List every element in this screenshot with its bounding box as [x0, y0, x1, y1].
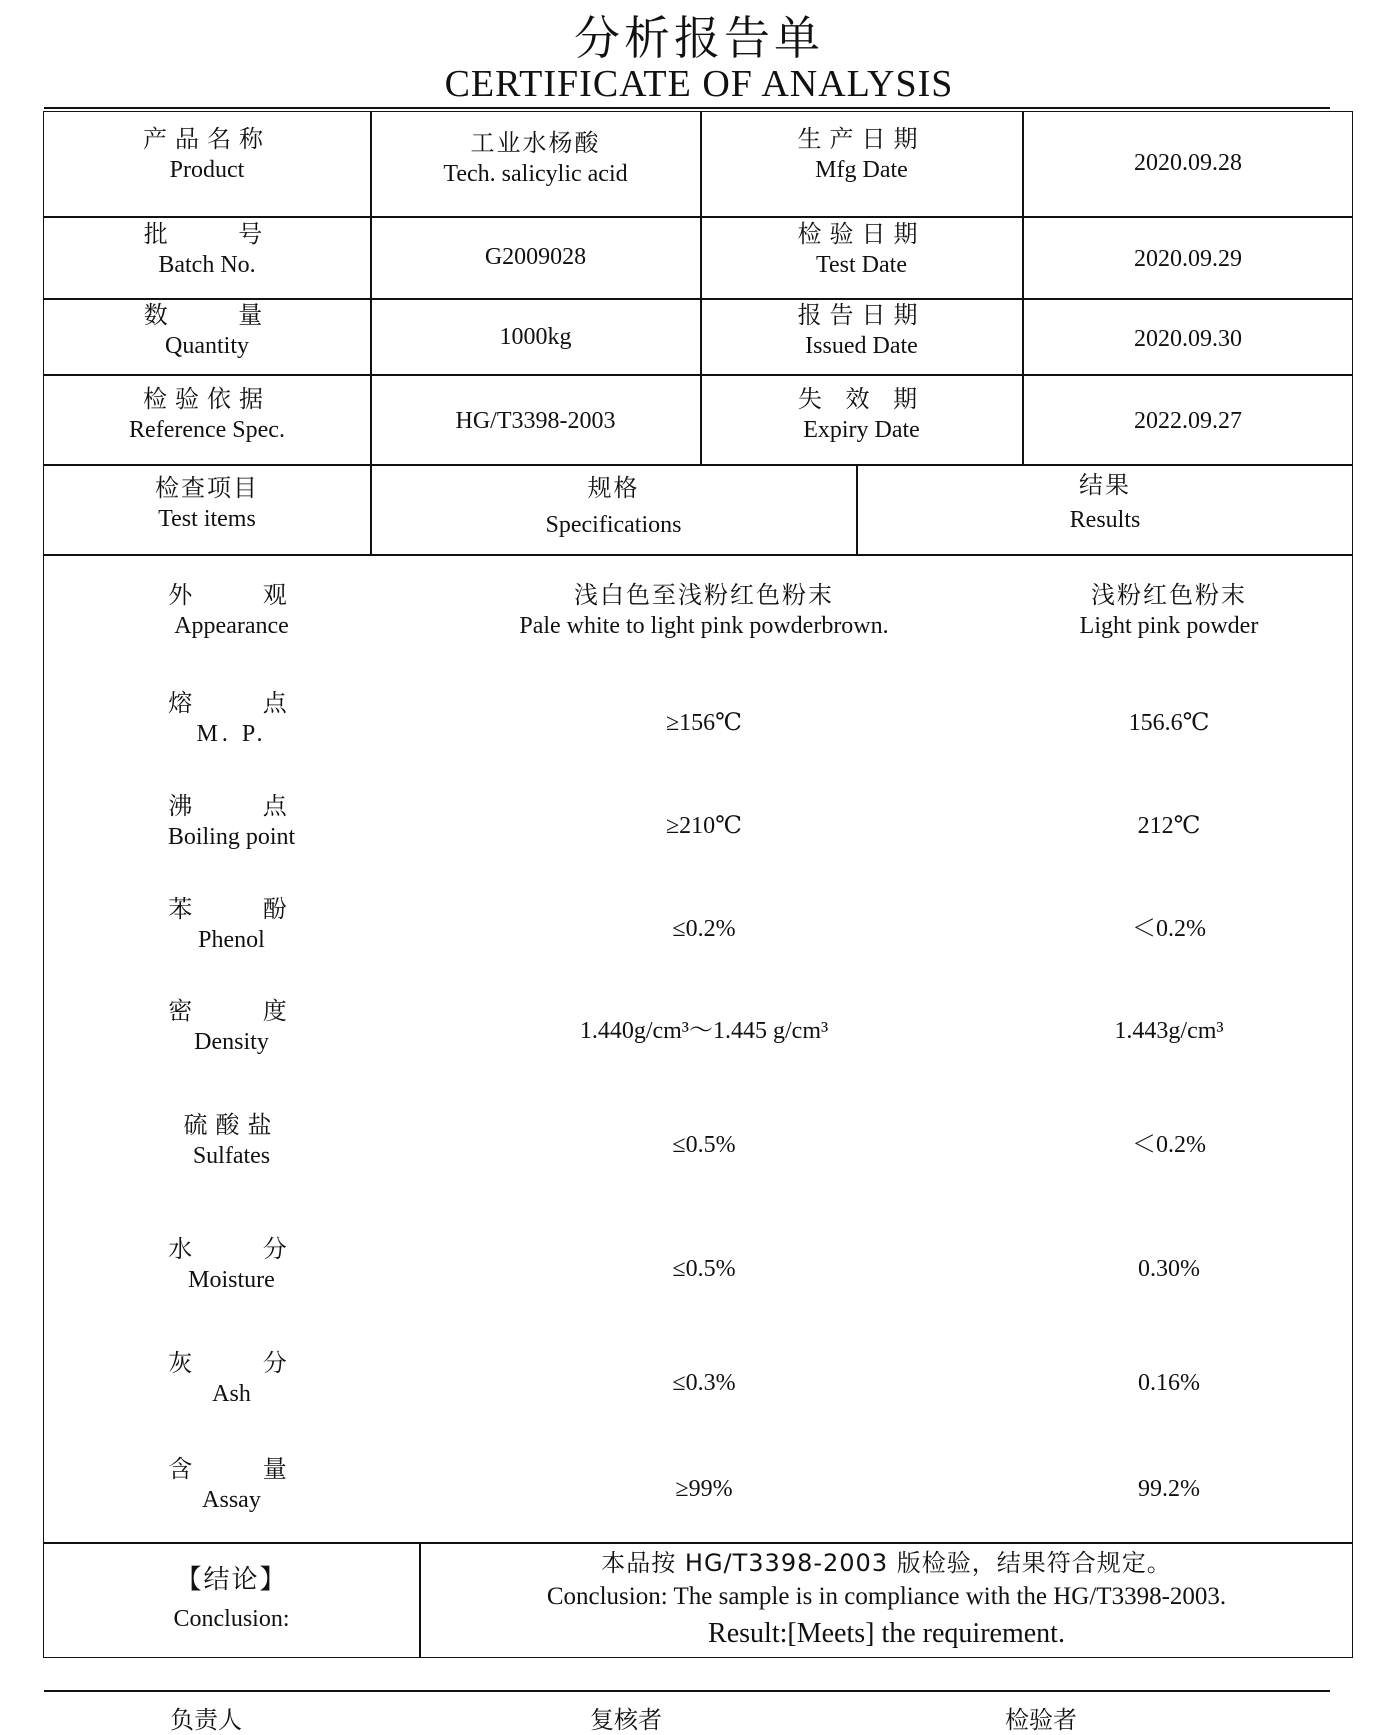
conclusion-line-en: Conclusion: The sample is in compliance with the HG/T3398-2003. — [546, 1583, 1227, 1611]
test-name-cn: 灰 分 — [168, 1349, 295, 1377]
test-name-cn: 苯 酚 — [168, 895, 295, 923]
test-result: 0.30% — [1138, 1256, 1200, 1282]
test-date-label-en: Test Date — [816, 252, 907, 279]
header-results-cn: 结果 — [1079, 471, 1131, 499]
header-test-items — [44, 473, 370, 535]
test-name-cn: 硫酸盐 — [183, 1111, 280, 1139]
row-divider — [43, 1542, 1353, 1544]
test-result: 212℃ — [1137, 813, 1201, 839]
test-result: 0.16% — [1138, 1370, 1200, 1396]
test-date-value: 2020.09.29 — [1134, 246, 1242, 272]
test-name-en: Appearance — [174, 613, 289, 640]
test-result: Light pink powder — [1079, 613, 1259, 640]
test-result: ＜0.2% — [1132, 916, 1206, 942]
header-test-items-en: Test items — [158, 506, 256, 533]
footer-signature-inspector: 检验者 — [1005, 1706, 1077, 1734]
quantity-label-cn: 数 量 — [143, 301, 271, 329]
reference-spec-label-cell — [44, 384, 370, 446]
test-result: 1.443g/cm³ — [1114, 1018, 1224, 1044]
test-result: 99.2% — [1138, 1476, 1200, 1502]
header-specifications-cn: 规格 — [587, 474, 640, 502]
test-row-assay — [44, 1454, 1353, 1524]
test-spec-cn: 浅白色至浅粉红色粉末 — [574, 581, 834, 609]
header-specifications — [371, 473, 856, 541]
title-rule — [44, 107, 1330, 109]
test-name-en: Density — [194, 1029, 269, 1056]
test-name-en: Phenol — [198, 927, 265, 954]
test-name-en: Sulfates — [192, 1143, 271, 1170]
product-label-en: Product — [169, 157, 245, 184]
test-spec: Pale white to light pink powderbrown. — [519, 613, 889, 640]
test-spec: ≥210℃ — [665, 813, 743, 839]
title-chinese: 分析报告单 — [574, 11, 824, 65]
test-row-moisture — [44, 1234, 1353, 1304]
test-name-cn: 含 量 — [168, 1455, 295, 1483]
test-name-en: Moisture — [188, 1267, 275, 1294]
conclusion-label-cn: 【结论】 — [175, 1565, 288, 1595]
footer-signature-manager: 负责人 — [170, 1706, 242, 1734]
row-divider — [43, 554, 1353, 556]
footer-rule — [44, 1690, 1330, 1692]
test-date-label-cn: 检验日期 — [797, 220, 926, 248]
test-row-boiling-point — [44, 791, 1353, 861]
header-test-items-cn: 检查项目 — [155, 474, 259, 502]
header-results-en: Results — [1069, 507, 1141, 534]
reference-spec-label-cn: 检验依据 — [143, 385, 271, 413]
test-spec: ≤0.2% — [672, 916, 736, 942]
test-name-cn: 熔 点 — [168, 689, 295, 717]
issued-date-label-cn: 报告日期 — [797, 301, 926, 329]
test-name-en: Boiling point — [167, 824, 296, 851]
quantity-label-cell — [44, 300, 370, 362]
batch-value: G2009028 — [484, 244, 587, 270]
test-name-en: Assay — [202, 1487, 261, 1514]
conclusion-line-cn: 本品按 HG/T3398-2003 版检验，结果符合规定。 — [601, 1549, 1172, 1577]
mfg-date-label-cell — [701, 124, 1022, 186]
test-spec: 1.440g/cm³～1.445 g/cm³ — [579, 1018, 829, 1044]
test-name-cn: 沸 点 — [168, 792, 295, 820]
test-date-label-cell — [701, 219, 1022, 281]
conclusion-label — [44, 1564, 419, 1635]
test-spec: ≥156℃ — [665, 710, 743, 736]
issued-date-label-en: Issued Date — [805, 333, 918, 360]
row-divider — [43, 374, 1353, 376]
test-name-cn: 密 度 — [168, 997, 295, 1025]
expiry-date-value: 2022.09.27 — [1134, 408, 1242, 434]
expiry-date-label-en: Expiry Date — [803, 417, 920, 444]
test-spec: ≤0.5% — [672, 1256, 736, 1282]
conclusion-label-en: Conclusion: — [173, 1605, 290, 1632]
test-name-cn: 外 观 — [168, 581, 295, 609]
batch-label-en: Batch No. — [158, 252, 256, 279]
expiry-date-label-cell — [701, 384, 1022, 446]
test-row-appearance — [44, 580, 1353, 650]
product-label-cn: 产品名称 — [143, 125, 271, 153]
mfg-date-label-cn: 生产日期 — [797, 125, 926, 153]
mfg-date-label-en: Mfg Date — [815, 157, 908, 184]
header-results — [857, 470, 1353, 536]
conclusion-text — [420, 1548, 1353, 1652]
batch-label-cell — [44, 219, 370, 281]
issued-date-label-cell — [701, 300, 1022, 362]
reference-spec-value: HG/T3398-2003 — [455, 408, 616, 434]
mfg-date-value: 2020.09.28 — [1134, 150, 1242, 176]
quantity-value: 1000kg — [499, 324, 572, 350]
batch-label-cn: 批 号 — [143, 220, 271, 248]
test-row-density — [44, 996, 1353, 1066]
row-divider — [43, 216, 1353, 218]
test-row-melting-point — [44, 688, 1353, 758]
test-name-en: Ash — [212, 1381, 251, 1408]
info-row-product — [44, 124, 370, 186]
issued-date-value: 2020.09.30 — [1134, 326, 1242, 352]
expiry-date-label-cn: 失 效 期 — [797, 385, 926, 413]
test-result: 156.6℃ — [1128, 710, 1210, 736]
product-value-cn: 工业水杨酸 — [470, 129, 601, 157]
row-divider — [43, 464, 1353, 466]
test-row-phenol — [44, 894, 1353, 964]
title-english: CERTIFICATE OF ANALYSIS — [444, 63, 954, 105]
conclusion-result: Result:[Meets] the requirement. — [708, 1617, 1065, 1649]
test-row-sulfates — [44, 1110, 1353, 1180]
quantity-label-en: Quantity — [165, 333, 249, 360]
test-row-ash — [44, 1348, 1353, 1418]
test-result: ＜0.2% — [1132, 1132, 1206, 1158]
reference-spec-label-en: Reference Spec. — [129, 417, 285, 444]
test-spec: ≤0.3% — [672, 1370, 736, 1396]
test-spec: ≤0.5% — [672, 1132, 736, 1158]
product-value: Tech. salicylic acid — [443, 161, 628, 188]
product-value-cell — [371, 128, 700, 190]
test-name-cn: 水 分 — [168, 1235, 295, 1263]
footer-signature-reviewer: 复核者 — [590, 1706, 662, 1734]
test-spec: ≥99% — [675, 1476, 733, 1502]
test-result-cn: 浅粉红色粉末 — [1091, 581, 1247, 609]
header-specifications-en: Specifications — [545, 512, 682, 539]
test-name-en: M. P. — [196, 721, 267, 748]
